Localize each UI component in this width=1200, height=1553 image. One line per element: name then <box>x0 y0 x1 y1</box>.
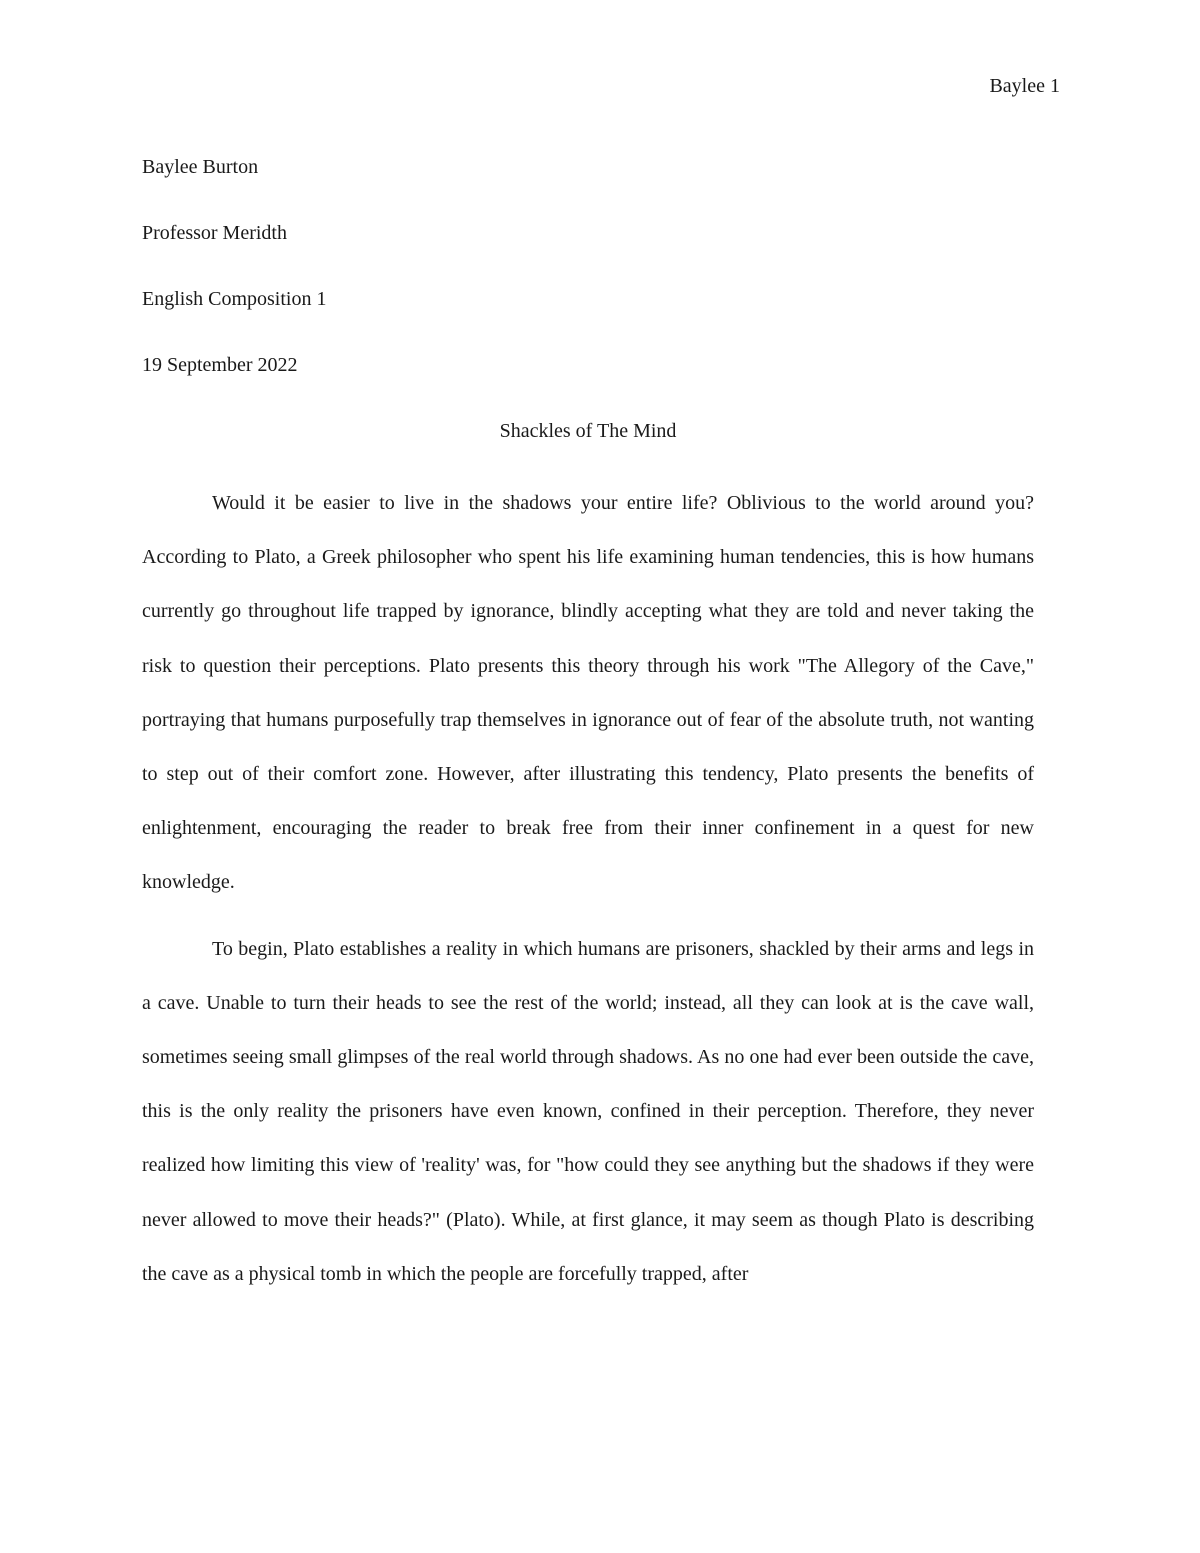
instructor-name: Professor Meridth <box>142 222 287 244</box>
essay-date: 19 September 2022 <box>142 354 298 376</box>
running-head: Baylee 1 <box>989 75 1060 97</box>
course-name: English Composition 1 <box>142 288 327 310</box>
essay-title: Shackles of The Mind <box>499 420 677 442</box>
paragraph-intro: Would it be easier to live in the shadows your entire life? Oblivious to the world around you? According to Plato, a Greek philosopher who spent his life examining human tendencies, this is how humans currently go throughout life trapped by ignorance, blindly accepting what they are told and never taking the risk to question their perceptions. Plato presents this theory through his work "The Allegory of the Cave," portraying that humans purposefully trap themselves in ignorance out of fear of the absolute truth, not wanting to step out of their comfort zone. However, after illustrating this tendency, Plato presents the benefits of enlightenment, encouraging the reader to break free from their inner confinement in a quest for new knowledge. <box>142 492 1034 894</box>
essay-body <box>142 150 1034 1301</box>
paragraph-body-1: To begin, Plato establishes a reality in which humans are prisoners, shackled by their arms and legs in a cave. Unable to turn their heads to see the rest of the world; instead, all they can look at is the cave wall, sometimes seeing small glimpses of the real world through shadows. As no one had ever been outside the cave, this is the only reality the prisoners have even known, confined in their perception. Therefore, they never realized how limiting this view of 'reality' was, for "how could they see anything but the shadows if they were never allowed to move their heads?" (Plato). While, at first glance, it may seem as though Plato is describing the cave as a physical tomb in which the people are forcefully trapped, after <box>142 937 1034 1285</box>
author-name: Baylee Burton <box>142 156 259 178</box>
